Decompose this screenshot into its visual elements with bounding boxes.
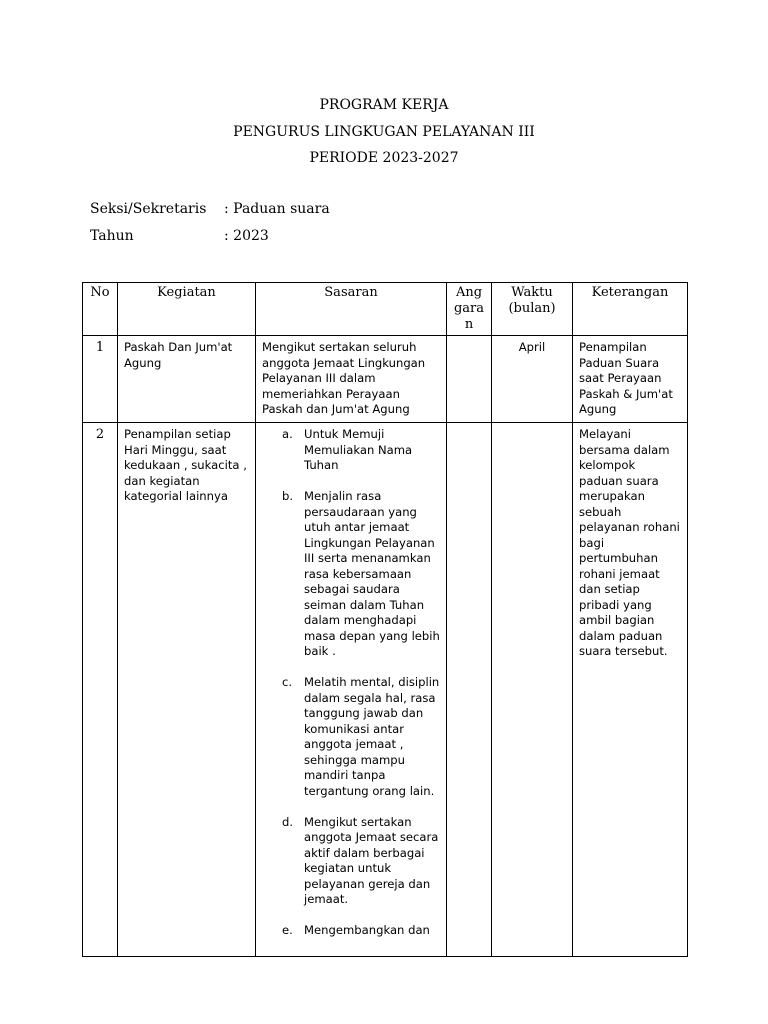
list-letter: b.: [282, 489, 294, 503]
year-label: Tahun: [90, 228, 134, 244]
list-item: [262, 923, 440, 939]
table-row: [83, 423, 688, 957]
list-item: [262, 675, 440, 799]
section-value: : Paduan suara: [224, 201, 330, 217]
row-number: 2: [83, 423, 118, 957]
list-text: Melatih mental, disiplin dalam segala hal, rasa tanggung jawab dan komunikasi antar anggota jemaat , sehingga mampu mandiri tanpa tergantung orang lain.: [304, 675, 440, 798]
list-text: Menjalin rasa persaudaraan yang utuh antar jemaat Lingkungan Pelayanan III serta menanamkan rasa kebersamaan sebagai saudara seiman dalam Tuhan dalam menghadapi masa depan yang lebih baik .: [304, 489, 440, 658]
sasaran-cell: [256, 423, 447, 957]
list-letter: c.: [282, 675, 293, 689]
list-text: Mengembangkan dan: [304, 923, 430, 937]
sasaran-cell: Mengikut sertakan seluruh anggota Jemaat Lingkungan Pelayanan III dalam memeriahkan Perayaan Paskah dan Jum'at Agung: [256, 336, 447, 423]
anggaran-cell: [447, 423, 492, 957]
table-row: [83, 336, 688, 423]
kegiatan-cell: Penampilan setiap Hari Minggu, saat kedukaan , sukacita , dan kegiatan kategorial lainnya: [118, 423, 256, 957]
header-anggaran: Ang gara n: [447, 283, 492, 336]
title-line-pengurus: PENGURUS LINGKUGAN PELAYANAN III: [233, 123, 535, 140]
list-letter: d.: [282, 814, 294, 829]
header-kegiatan: Kegiatan: [118, 283, 256, 336]
meta-section-row: [90, 201, 330, 217]
table-header-row: [83, 283, 688, 336]
keterangan-cell: Penampilan Paduan Suara saat Perayaan Paskah & Jum'at Agung: [573, 336, 688, 423]
header-no: No: [83, 283, 118, 336]
keterangan-cell: Melayani bersama dalam kelompok paduan suara merupakan sebuah pelayanan rohani bagi pertumbuhan rohani jemaat dan setiap pribadi yang ambil bagian dalam paduan suara tersebut.: [573, 423, 688, 957]
header-waktu: Waktu (bulan): [492, 283, 573, 336]
header-keterangan: Keterangan: [573, 283, 688, 336]
list-text: Untuk Memuji Memuliakan Nama Tuhan: [304, 427, 413, 472]
list-item: [262, 815, 440, 908]
list-item: [262, 427, 440, 474]
work-program-table: [82, 282, 688, 957]
waktu-cell: April: [492, 336, 573, 423]
title-line-periode: PERIODE 2023-2027: [309, 150, 459, 166]
list-letter: a.: [282, 427, 293, 441]
anggaran-cell: [447, 336, 492, 423]
sasaran-list: [262, 427, 440, 939]
header-sasaran: Sasaran: [256, 283, 447, 336]
list-letter: e.: [282, 923, 293, 937]
title-line-program: PROGRAM KERJA: [319, 97, 449, 113]
kegiatan-cell: Paskah Dan Jum'at Agung: [118, 336, 256, 423]
section-label: Seksi/Sekretaris: [90, 201, 207, 217]
row-number: 1: [83, 336, 118, 423]
list-item: [262, 489, 440, 660]
meta-year-row: [90, 228, 269, 244]
waktu-cell: [492, 423, 573, 957]
document-title-block: [0, 92, 768, 172]
list-text: Mengikut sertakan anggota Jemaat secara aktif dalam berbagai kegiatan untuk pelayanan gereja dan jemaat.: [304, 814, 439, 906]
year-value: : 2023: [224, 228, 269, 244]
